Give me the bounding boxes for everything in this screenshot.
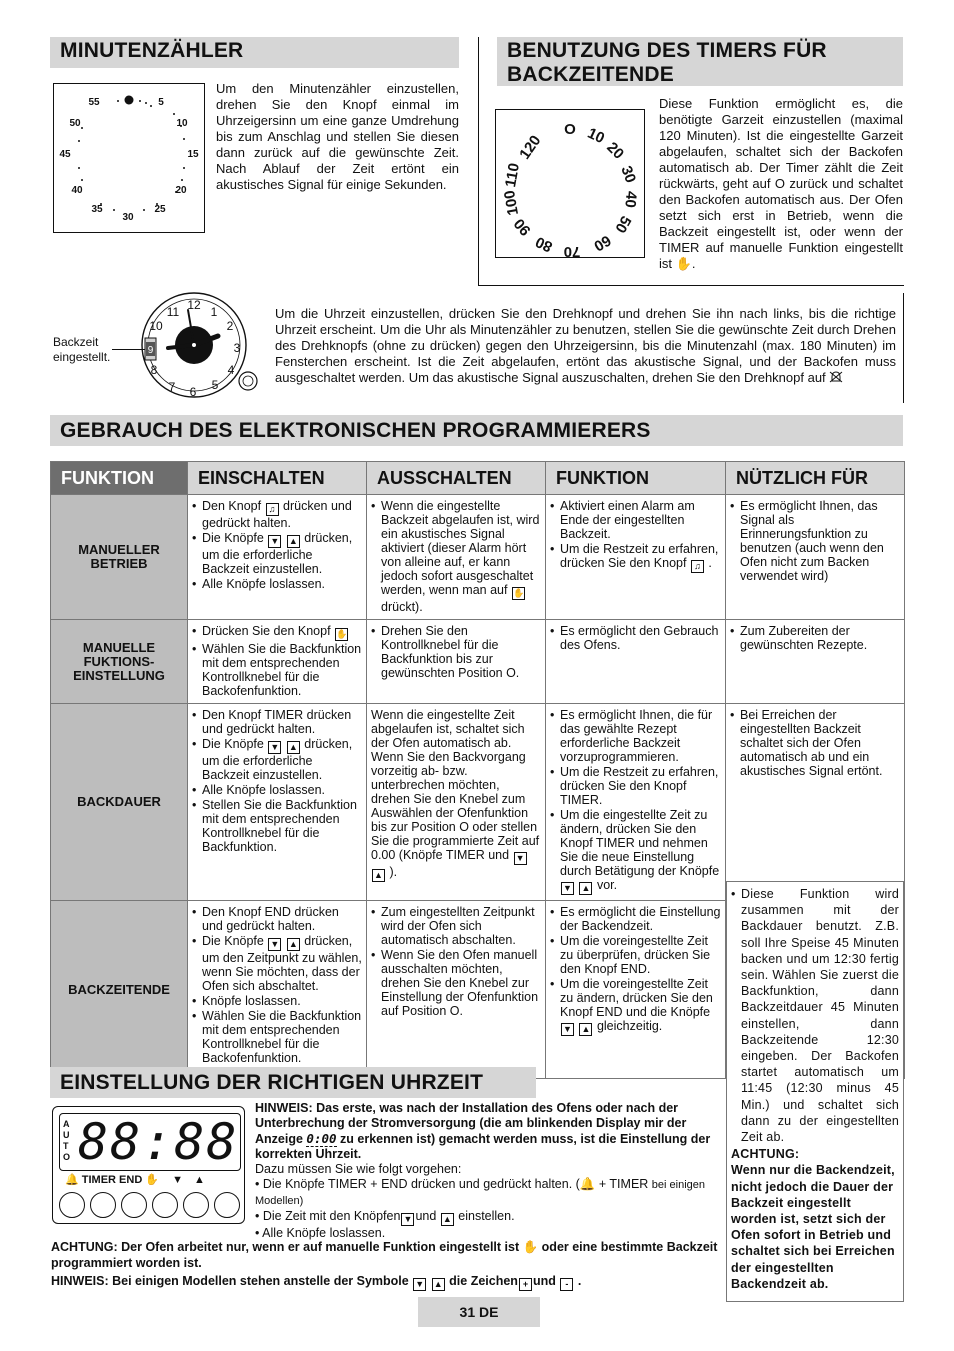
up-arrow-icon: ▲ [287, 535, 300, 548]
step-2: • Die Zeit mit den Knöpfen ▼ und ▲ einstellen. [255, 1209, 515, 1224]
uhrzeit-hinweis2: HINWEIS: Bei einigen Modellen stehen anstelle der Symbole ▼ ▲ die Zeichen + und - . [51, 1274, 582, 1289]
list-item: • Es ermöglicht Ihnen, das Signal als Erinnerungsfunktion zu benutzen (auch wenn den Ofen nicht zum Backen verwendet wird) [730, 499, 900, 583]
clock-num: 8 [150, 363, 158, 377]
lcd-display [59, 1113, 241, 1171]
hand-icon: ✋ [512, 588, 525, 598]
button-labels-row [65, 1171, 240, 1189]
dial-num: 30 [122, 212, 134, 223]
steps-intro: Dazu müssen Sie wie folgt vorgehen: [255, 1162, 462, 1176]
cell-funktion [546, 620, 726, 704]
down-arrow-icon: ▼ [268, 535, 281, 548]
dial-num: 40 [71, 185, 83, 196]
cell-ausschalten [367, 704, 546, 901]
clock-section-border [903, 293, 904, 403]
up-arrow-icon: ▲ [194, 1174, 205, 1186]
cell-ausschalten [367, 495, 546, 620]
list-item: • Um die Restzeit zu erfahren, drücken Sie den Knopf ♫ . [550, 542, 721, 573]
row-label: BACKDAUER [51, 704, 188, 901]
down-arrow-icon: ▼ [413, 1278, 426, 1291]
dial-num: 10 [176, 118, 188, 129]
clock-num: 6 [189, 385, 197, 399]
list-item: • Stellen Sie die Backfunktion mit dem entsprechenden Kontrollknebel für die Backfunktion. [192, 798, 362, 854]
list-item: • Diese Funktion wird zusammen mit der Backdauer benutzt. Z.B. soll Ihre Speise 45 Minuten backen und um 12:30 fertig sein. Wählen Sie zuerst die Backfunktion, dann Backzeitdauer 45 Minuten einstellen, dann Backzeitende 12:30 eingeben. Der Backofen startet automatisch um 11:45 (12:30 minus 45 Min.) und schaltet sich dann zu der eingestellten Zeit ab. [731, 886, 899, 1145]
cell-nuetzlich [726, 704, 905, 901]
clock-num: 5 [211, 378, 219, 392]
bell-button[interactable] [59, 1192, 85, 1218]
cell-funktion [546, 901, 726, 1079]
timer-button[interactable] [90, 1192, 116, 1218]
buttons-row [59, 1192, 239, 1218]
list-item: • Den Knopf ♫ drücken und gedrückt halten. [192, 499, 362, 530]
list-item: • Aktiviert einen Alarm am Ende der eingestellten Backzeit. [550, 499, 721, 541]
step2b-text: und [415, 1209, 437, 1223]
programmer-display-panel [52, 1106, 245, 1224]
hinweis2c-text: und [532, 1274, 556, 1288]
list-item: • Alle Knöpfe loslassen. [192, 783, 362, 797]
step2c-text: einstellen. [458, 1209, 515, 1223]
page-number: 31 DE [418, 1297, 540, 1327]
timer-num: 10 [584, 124, 608, 148]
cell-funktion [546, 704, 726, 901]
list-item: • Wählen Sie die Backfunktion mit dem entsprechenden Kontrollknebel für die Backofenfunktion. [192, 1009, 362, 1065]
hand-icon: ✋ [336, 629, 348, 639]
table-row [51, 704, 905, 901]
timer-title: BENUTZUNG DES TIMERS FÜR BACKZEITENDE [497, 37, 903, 86]
uhrzeit-title: EINSTELLUNG DER RICHTIGEN UHRZEIT [50, 1067, 536, 1098]
achtung2-text: oder eine bestimmte Backzeit programmiert worden ist. [51, 1240, 718, 1270]
up-arrow-icon: ▲ [579, 882, 592, 895]
list-item: • Es ermöglicht Ihnen, die für das gewählte Rezept erforderliche Backzeit vorzuprogrammieren. [550, 708, 721, 764]
minute-dial-svg [54, 84, 204, 232]
hinweis2a-text: HINWEIS: Bei einigen Modellen stehen anstelle der Symbole [51, 1274, 409, 1288]
step1c-text: bei einigen Modellen) [255, 1179, 706, 1207]
list-item: • Um die eingestellte Zeit zu ändern, drücken Sie den Knopf TIMER und nehmen Sie die neue Einstellung durch Betätigung der Knöpfe ▼ ▲ vor. [550, 808, 721, 895]
list-item: • Den Knopf TIMER drücken und gedrückt halten. [192, 708, 362, 736]
list-item: • Es ermöglicht den Gebrauch des Ofens. [550, 624, 721, 652]
dial-num: 15 [187, 149, 199, 160]
list-item: • Zum eingestellten Zeitpunkt wird der Ofen sich automatisch abschalten. [371, 905, 541, 947]
col-header: AUSSCHALTEN [367, 462, 546, 495]
up-button[interactable] [214, 1192, 240, 1218]
down-arrow-icon: ▼ [172, 1174, 183, 1186]
minutenzaehler-title: MINUTENZÄHLER [50, 37, 459, 68]
timer-num: 90 [510, 215, 535, 239]
cell-einschalten [188, 901, 367, 1079]
timer-num: 40 [621, 190, 640, 209]
clock-window: 9 [147, 345, 154, 356]
clock-num: 12 [187, 298, 201, 312]
minute-dial [53, 83, 205, 233]
step1b-text: + TIMER [598, 1177, 649, 1191]
list-item: • Um die voreingestellte Zeit zu überprüfen, drücken Sie den Knopf END. [550, 934, 721, 976]
uhrzeit-achtung [51, 1239, 723, 1271]
list-item: • Die Knöpfe ▼ ▲ drücken, um die erforderliche Backzeit einzustellen. [192, 531, 362, 576]
timer-num: 60 [590, 231, 614, 255]
timer-text: Diese Funktion ermöglicht es, die benötigte Garzeit einzustellen (maximal 120 Minuten). Ist die eingestellte Garzeit abgelaufen, schaltet sich der Backofen automatisch ab. Der Timer zählt die Zeit rückwärts, geht auf O zurück und schaltet den Backofen automatisch aus. Der Ofen setzt sich erst in Betrieb, wenn die Backzeit eingestellt ist, oder wenn der TIMER auf manuelle Funktion eingestellt ist ✋. [659, 96, 903, 271]
hand-icon: ✋ [675, 256, 692, 271]
uhrzeit-text [255, 1101, 721, 1241]
up-arrow-icon: ▲ [287, 741, 300, 754]
table-row [51, 620, 905, 704]
down-arrow-icon: ▼ [401, 1213, 414, 1226]
dial-num: 5 [158, 97, 164, 108]
dial-num: 50 [69, 118, 81, 129]
timer-num: 30 [617, 163, 640, 186]
down-arrow-icon: ▼ [268, 741, 281, 754]
list-item: • Wenn Sie den Ofen manuell ausschalten möchten, drehen Sie den Knebel zur Einstellung der Ofenfunktion auf Position O. [371, 948, 541, 1018]
list-item: Wenn die eingestellte Zeit abgelaufen ist, schaltet sich der Ofen automatisch ab. Wenn Sie den Backvorgang vorzeitig ab- bzw. unterbrechen möchten, drehen Sie den Knebel zum Auswählen der Ofenfunktion bis zur Position O oder stellen Sie die programmierte Zeit auf 0.00 (Knöpfe TIMER und ▼ ▲ ). [371, 708, 540, 880]
programmer-title: GEBRAUCH DES ELEKTRONISCHEN PROGRAMMIERERS [50, 415, 903, 446]
step2a-text: Die Zeit mit den Knöpfen [262, 1209, 401, 1223]
bell-icon: 🔔 [579, 1177, 596, 1191]
up-arrow-icon: ▲ [372, 869, 385, 882]
clock-text-body: Um die Uhrzeit einzustellen, drücken Sie den Drehknopf und drehen Sie ihn nach links, bis die richtige Uhrzeit erscheint. Um die Uhr als Minutenzähler zu benutzen, stellen Sie die gewünschte Zeit durch Drehen des Drehknopfs (ohne zu drücken) gegen den Uhrzeigersinn, bis die Minutenzahl (max. 180 Minuten) im Fensterchen erscheint. Ist die Zeit abgelaufen, ertönt das akustische Signal, und der Backofen muss ausgeschaltet werden. Um das akustische Signal auszuschalten, drehen Sie den Drehknopf auf [275, 306, 896, 385]
step-1: • Die Knöpfe TIMER + END drücken und gedrückt halten. (🔔 + TIMER bei einigen Modellen) [255, 1177, 706, 1207]
manual-button[interactable] [152, 1192, 178, 1218]
uhrzeit-hinweis1 [255, 1101, 721, 1162]
up-arrow-icon: ▲ [579, 1023, 592, 1036]
bell-icon: 🔔 [65, 1174, 79, 1186]
col-header: NÜTZLICH FÜR [726, 462, 905, 495]
nutz-warn: Wenn nur die Backendzeit, nicht jedoch die Dauer der Backzeit eingestellt worden ist, setzt sich der Ofen sofort in Betrieb und schaltet sich bei Erreichen der eingestellten Backendzeit ab. [731, 1163, 895, 1291]
list-item: • Wenn die eingestellte Backzeit abgelaufen ist, wird ein akustisches Signal aktiviert (dieser Alarm hört von alleine auf, er kann jedoch sofort ausgeschaltet werden, wenn man auf ✋ drückt). [371, 499, 541, 614]
hand-icon: ✋ [145, 1174, 160, 1186]
list-item: • Wählen Sie die Backfunktion mit dem entsprechenden Kontrollknebel für die Backofenfunktion. [192, 642, 362, 698]
cell-einschalten [188, 704, 367, 901]
achtung-text: ACHTUNG: Der Ofen arbeitet nur, wenn er auf manuelle Funktion eingestellt ist [51, 1240, 520, 1254]
bell-crossed-icon [829, 371, 843, 383]
list-item: • Alle Knöpfe loslassen. [192, 577, 362, 591]
list-item: • Um die voreingestellte Zeit zu ändern, drücken Sie den Knopf END und die Knöpfe ▼ ▲ gleichzeitig. [550, 977, 721, 1036]
cell-einschalten [188, 495, 367, 620]
cell-einschalten [188, 620, 367, 704]
cell-nuetzlich [726, 495, 905, 620]
analog-clock-svg [138, 290, 260, 400]
dial-num: 55 [88, 97, 100, 108]
end-button[interactable] [121, 1192, 147, 1218]
dial-num: 25 [154, 204, 166, 215]
row-label: MANUELLE FUKTIONS-EINSTELLUNG [51, 620, 188, 704]
cell-ausschalten [367, 620, 546, 704]
list-item: • Es ermöglicht die Einstellung der Backendzeit. [550, 905, 721, 933]
list-item: • Die Knöpfe ▼ ▲ drücken, um die erforderliche Backzeit einzustellen. [192, 737, 362, 782]
clock-num: 11 [166, 305, 180, 319]
step-3: • Alle Knöpfe loslassen. [255, 1226, 386, 1240]
clock-num: 3 [233, 341, 241, 355]
down-arrow-icon: ▼ [561, 882, 574, 895]
lcd-digits: 88:88 [78, 1113, 239, 1171]
timer-dial-svg [496, 110, 644, 257]
step3-text: Alle Knöpfe loslassen. [262, 1226, 386, 1240]
dial-num: 35 [91, 204, 103, 215]
timer-num: 100 [501, 188, 523, 217]
dial-num: 45 [59, 149, 71, 160]
cell-ausschalten [367, 901, 546, 1079]
timer-num: 80 [532, 232, 556, 256]
bell-icon: ♫ [266, 503, 279, 516]
bell-icon: ♫ [691, 560, 704, 573]
blink-symbol: 0:00 [306, 1131, 337, 1146]
clock-text [275, 306, 896, 386]
timer-num: O [564, 121, 576, 138]
timer-num: 70 [563, 243, 581, 257]
table-row [51, 495, 905, 620]
list-item: • Knöpfe loslassen. [192, 994, 362, 1008]
timer-text-body: Diese Funktion ermöglicht es, die benötigte Garzeit einzustellen (maximal 120 Minuten). Ist die eingestellte Garzeit abgelaufen, schaltet sich der Backofen automatisch ab. Der Timer zählt die Zeit rückwärts, geht auf O zurück und schaltet den Backofen automatisch aus. Der Ofen setzt sich erst in Betrieb, wenn die Backzeit eingestellt ist, oder wenn der TIMER auf manuelle Funktion eingestellt ist [659, 96, 903, 271]
clock-num: 10 [149, 319, 163, 333]
down-arrow-icon: ▼ [561, 1023, 574, 1036]
up-arrow-icon: ▲ [441, 1213, 454, 1226]
clock-num: 7 [168, 380, 176, 394]
auto-indicator: A U T O [63, 1119, 71, 1162]
analog-clock [138, 290, 260, 400]
backzeitende-nutz-box [726, 881, 904, 1302]
dial-num: 20 [175, 185, 187, 196]
row-label: BACKZEITENDE [51, 901, 188, 1079]
up-arrow-icon: ▲ [287, 938, 300, 951]
minus-symbol: - [560, 1278, 573, 1291]
down-arrow-icon: ▼ [268, 938, 281, 951]
step1-text: Die Knöpfe TIMER + END drücken und gedrückt halten. ( [262, 1177, 580, 1191]
list-item: • Den Knopf END drücken und gedrückt halten. [192, 905, 362, 933]
list-item: • Um die Restzeit zu erfahren, drücken Sie den Knopf TIMER. [550, 765, 721, 807]
col-header: EINSCHALTEN [188, 462, 367, 495]
list-item: • Drücken Sie den Knopf ✋ [192, 624, 362, 641]
hand-icon: ✋ [522, 1240, 539, 1254]
minutenzaehler-text: Um den Minutenzähler einzustellen, drehen Sie den Knopf einmal im Uhrzeigersinn um eine ganze Umdrehung bis zum Anschlag und stellen Sie diesen dann zurück auf die gewünschte Zeit. Nach Ablauf der Zeit ertönt ein akustisches Signal für einige Sekunden. [216, 81, 459, 192]
cell-funktion [546, 495, 726, 620]
clock-label: Backzeit eingestellt. [53, 335, 111, 364]
timer-num: 50 [611, 212, 635, 236]
clock-num: 4 [227, 363, 235, 377]
list-item: • Zum Zubereiten der gewünschten Rezepte. [730, 624, 900, 652]
timer-dial [495, 109, 645, 258]
list-item: • Bei Erreichen der eingestellten Backzeit schaltet sich der Ofen automatisch ab und ein akustisches Signal ertönt. [730, 708, 900, 778]
plus-symbol: + [519, 1278, 532, 1291]
nutz-warn-title: ACHTUNG: [731, 1147, 800, 1162]
clock-num: 1 [210, 305, 218, 319]
cell-nuetzlich [726, 620, 905, 704]
timer-num: 120 [516, 132, 545, 163]
up-arrow-icon: ▲ [432, 1278, 445, 1291]
table-header-row [51, 462, 905, 495]
down-button[interactable] [183, 1192, 209, 1218]
timer-end-labels: TIMER END [81, 1174, 143, 1186]
clock-num: 2 [226, 319, 234, 333]
col-header: FUNKTION [546, 462, 726, 495]
row-label: MANUELLER BETRIEB [51, 495, 188, 620]
hinweis1b: zu erkennen ist) gemacht werden muss, ist die Einstellung der korrekten Uhrzeit. [255, 1132, 711, 1161]
hinweis2b-text: die Zeichen [449, 1274, 518, 1288]
down-arrow-icon: ▼ [514, 852, 527, 865]
col-header: FUNKTION [51, 462, 188, 495]
list-item: • Die Knöpfe ▼ ▲ drücken, um den Zeitpunkt zu wählen, wenn Sie möchten, dass der Ofen sich abschaltet. [192, 934, 362, 993]
timer-num: 20 [603, 138, 628, 163]
hinweis1a: HINWEIS: Das erste, was nach der Installation des Ofens oder nach der Unterbrechung der Stromversorgung (die am blinkenden Display mir der Anzeige [255, 1101, 687, 1146]
list-item: • Drehen Sie den Kontrollknebel für die Backfunktion bis zur gewünschten Position O. [371, 624, 541, 680]
timer-num: 110 [502, 161, 524, 189]
